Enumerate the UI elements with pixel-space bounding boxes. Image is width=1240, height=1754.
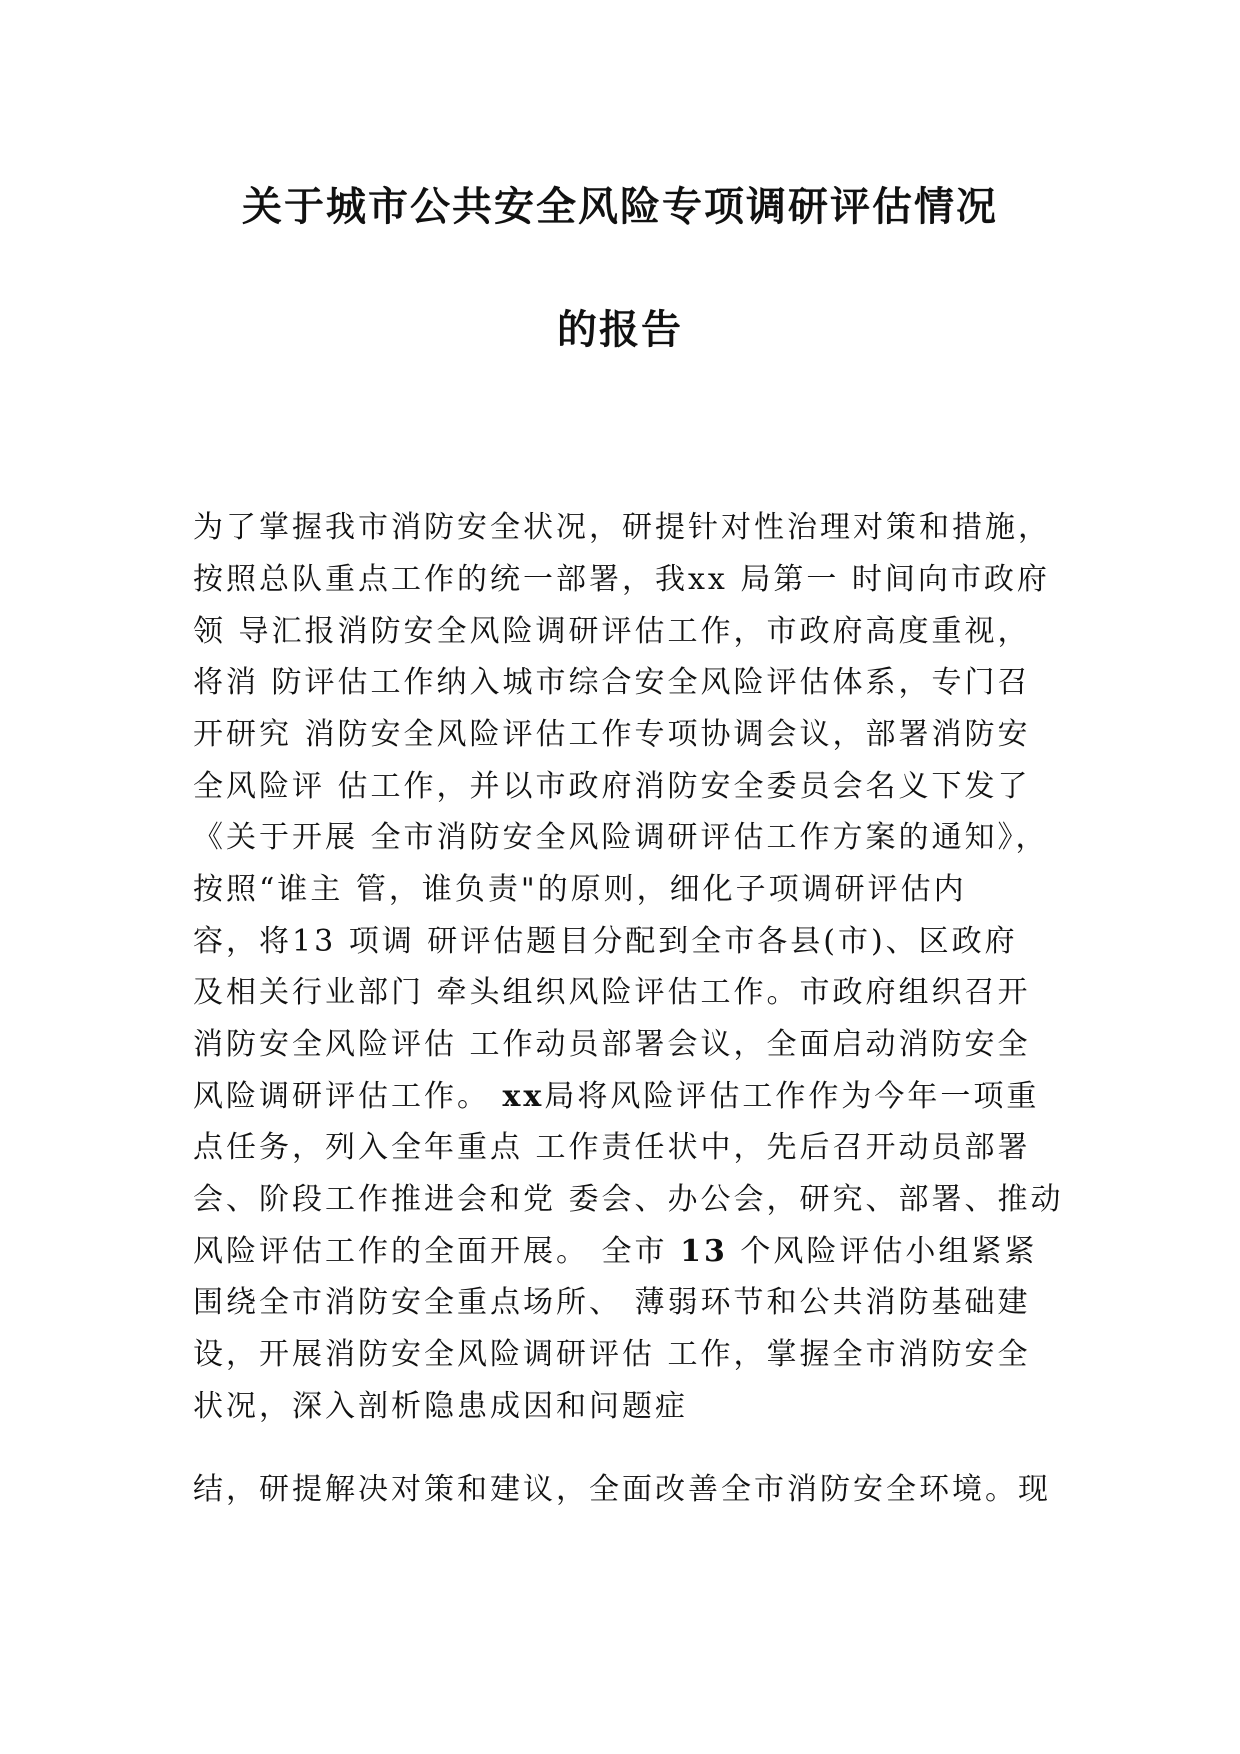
document-title-line-2: 的报告	[557, 307, 683, 353]
body-line: 领 导汇报消防安全风险调研评估工作，市政府高度重视，	[193, 614, 1031, 649]
body-emphasis: xx	[502, 1079, 545, 1114]
body-line: 点任务，列入全年重点 工作责任状中，先后召开动员部署	[193, 1130, 1031, 1165]
body-line: 按照总队重点工作的统一部署，我xx 局第一 时间向市政府	[193, 562, 1050, 597]
body-line: 为了掌握我市消防安全状况，研提针对性治理对策和措施，	[193, 510, 1051, 545]
body-line	[193, 1232, 1037, 1272]
body-line: 开研究 消防安全风险评估工作专项协调会议，部署消防安	[193, 717, 1031, 752]
body-line: 设，开展消防安全风险调研评估 工作，掌握全市消防安全	[193, 1337, 1031, 1372]
body-line: 状况，深入剖析隐患成因和问题症	[193, 1389, 688, 1424]
body-text: 风险评估工作的全面开展。 全市	[193, 1234, 681, 1269]
body-text: 局将风险评估工作作为今年一项重	[544, 1079, 1040, 1114]
body-emphasis: 13	[680, 1234, 728, 1269]
body-text: 风险调研评估工作。	[193, 1079, 503, 1114]
body-line: 会、阶段工作推进会和党 委会、办公会，研究、部署、推动	[193, 1182, 1064, 1217]
document-title-line-1: 关于城市公共安全风险专项调研评估情况	[242, 184, 998, 230]
body-line: 将消 防评估工作纳入城市综合安全风险评估体系，专门召	[193, 665, 1031, 700]
body-text: 个风险评估小组紧紧	[727, 1234, 1038, 1269]
body-line: 容，将13 项调 研评估题目分配到全市各县(市)、区政府	[193, 924, 1018, 959]
body-line: 全风险评 估工作，并以市政府消防安全委员会名义下发了	[193, 769, 1031, 804]
body-line	[193, 1077, 1039, 1117]
body-line: 及相关行业部门 牵头组织风险评估工作。市政府组织召开	[193, 975, 1031, 1010]
body-line: 围绕全市消防安全重点场所、 薄弱环节和公共消防基础建	[193, 1285, 1031, 1320]
body-line: 按照“谁主 管，谁负责"的原则，细化子项调研评估内	[193, 872, 967, 907]
body-line: 消防安全风险评估 工作动员部署会议，全面启动消防安全	[193, 1027, 1031, 1062]
body-line: 结，研提解决对策和建议，全面改善全市消防安全环境。现	[193, 1472, 1051, 1507]
body-line: 《关于开展 全市消防安全风险调研评估工作方案的通知》，	[193, 820, 1049, 855]
